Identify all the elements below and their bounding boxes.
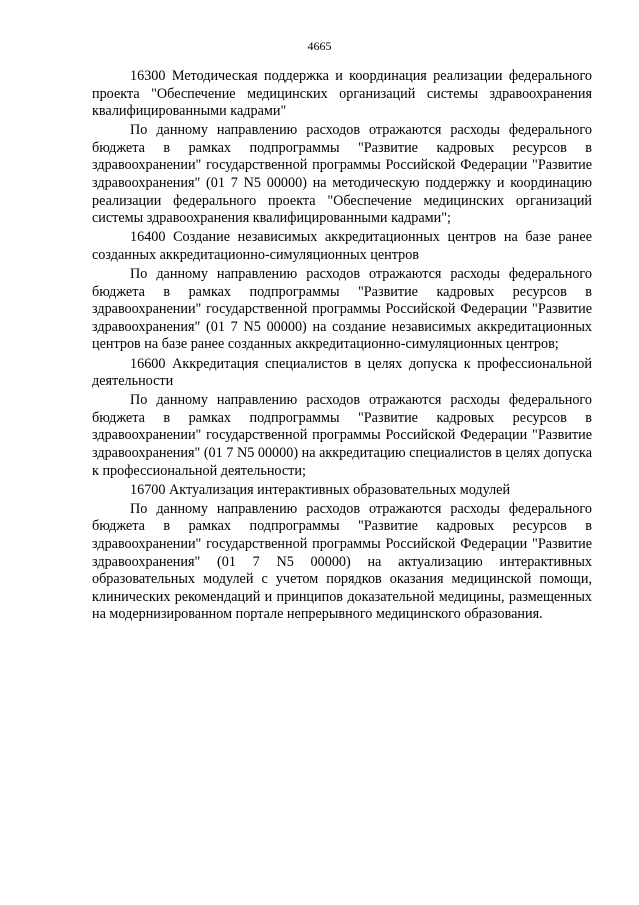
page-number: 4665	[307, 39, 332, 53]
section-heading-16300: 16300 Методическая поддержка и координация реализации федерального проекта "Обеспечение медицинских организаций системы здравоохранения квалифицированными кадрами"	[92, 68, 592, 120]
section-heading-16600: 16600 Аккредитация специалистов в целях допуска к профессиональной деятельности	[92, 355, 592, 390]
section-description-16700: По данному направлению расходов отражаются расходы федерального бюджета в рамках подпрограммы "Развитие кадровых ресурсов в здравоохранении" государственной программы Российской Федерации "Развитие здравоохранения" (01 7 N5 00000) на актуализацию интерактивных образовательных модулей с учетом порядков оказания медицинской помощи, клинических рекомендаций и принципов доказательной медицины, размещенных на модернизированном портале непрерывного медицинского образования.	[92, 500, 592, 623]
section-description-16400: По данному направлению расходов отражаются расходы федерального бюджета в рамках подпрограммы "Развитие кадровых ресурсов в здравоохранении" государственной программы Российской Федерации "Развитие здравоохранения" (01 7 N5 00000) на создание независимых аккредитационных центров на базе ранее созданных аккредитационно-симуляционных центров;	[92, 266, 592, 353]
section-heading-16700: 16700 Актуализация интерактивных образовательных модулей	[130, 481, 511, 498]
section-description-16300: По данному направлению расходов отражаются расходы федерального бюджета в рамках подпрограммы "Развитие кадровых ресурсов в здравоохранении" государственной программы Российской Федерации "Развитие здравоохранения" (01 7 N5 00000) на методическую поддержку и координацию реализации федерального проекта "Обеспечение медицинских организаций системы здравоохранения квалифицированными кадрами";	[92, 122, 592, 227]
section-description-16600: По данному направлению расходов отражаются расходы федерального бюджета в рамках подпрограммы "Развитие кадровых ресурсов в здравоохранении" государственной программы Российской Федерации "Развитие здравоохранения" (01 7 N5 00000) на аккредитацию специалистов в целях допуска к профессиональной деятельности;	[92, 392, 592, 479]
document-body	[92, 68, 592, 625]
section-heading-16400: 16400 Создание независимых аккредитационных центров на базе ранее созданных аккредитационно-симуляционных центров	[92, 229, 592, 263]
